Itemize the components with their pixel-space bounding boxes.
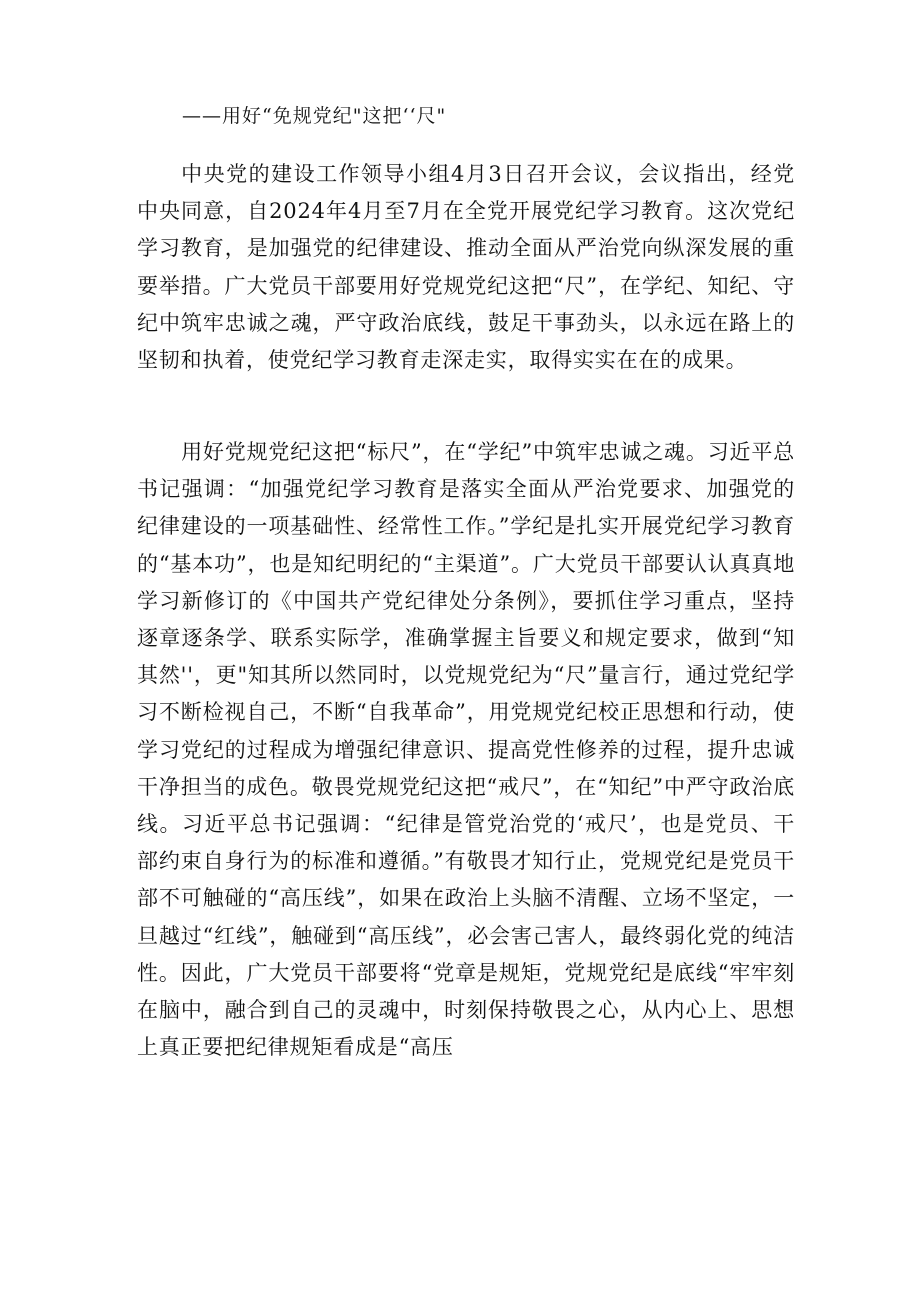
paragraph-2: 用好党规党纪这把“标尺”，在“学纪”中筑牢忠诚之魂。习近平总书记强调：“加强党纪学习教育是落实全面从严治党要求、加强党的纪律建设的一项基础性、经常性工作。”学纪是扎实开展党纪学习教育的“基本功”，也是知纪明纪的“主渠道”。广大党员干部要认认真真地学习新修订的《中国共产党纪律处分条例》，要抓住学习重点，坚持逐章逐条学、联系实际学，准确掌握主旨要义和规定要求，做到“知其然''，更"知其所以然同时，以党规党纪为“尺”量言行，通过党纪学习不断检视自己，不断“自我革命”，用党规党纪校正思想和行动，使学习党纪的过程成为增强纪律意识、提高党性修养的过程，提升忠诚干净担当的成色。敬畏党规党纪这把“戒尺”，在“知纪”中严守政治底线。习近平总书记强调：“纪律是管党治党的‘戒尺’，也是党员、干部约束自身行为的标准和遵循。”有敬畏才知行止，党规党纪是党员干部不可触碰的“高压线”，如果在政治上头脑不清醒、立场不坚定，一旦越过“红线”，触碰到“高压线”，必会害己害人，最终弱化党的纯洁性。因此，广大党员干部要将“党章是规矩，党规党纪是底线“牢牢刻在脑中，融合到自己的灵魂中，时刻保持敬畏之心，从内心上、思想上真正要把纪律规矩看成是“高压 xyxy=(137,440,795,1060)
document-subtitle: ——用好“免规党纪"这把‘‘尺" xyxy=(182,105,447,127)
paragraph-1: 中央党的建设工作领导小组4月3日召开会议，会议指出，经党中央同意，自2024年4月至7月在全党开展党纪学习教育。这次党纪学习教育，是加强党的纪律建设、推动全面从严治党向纵深发展的重要举措。广大党员干部要用好党规党纪这把“尺”，在学纪、知纪、守纪中筑牢忠诚之魂，严守政治底线，鼓足干事劲头，以永远在路上的坚韧和执着，使党纪学习教育走深走实，取得实实在在的成果。 xyxy=(137,162,795,373)
